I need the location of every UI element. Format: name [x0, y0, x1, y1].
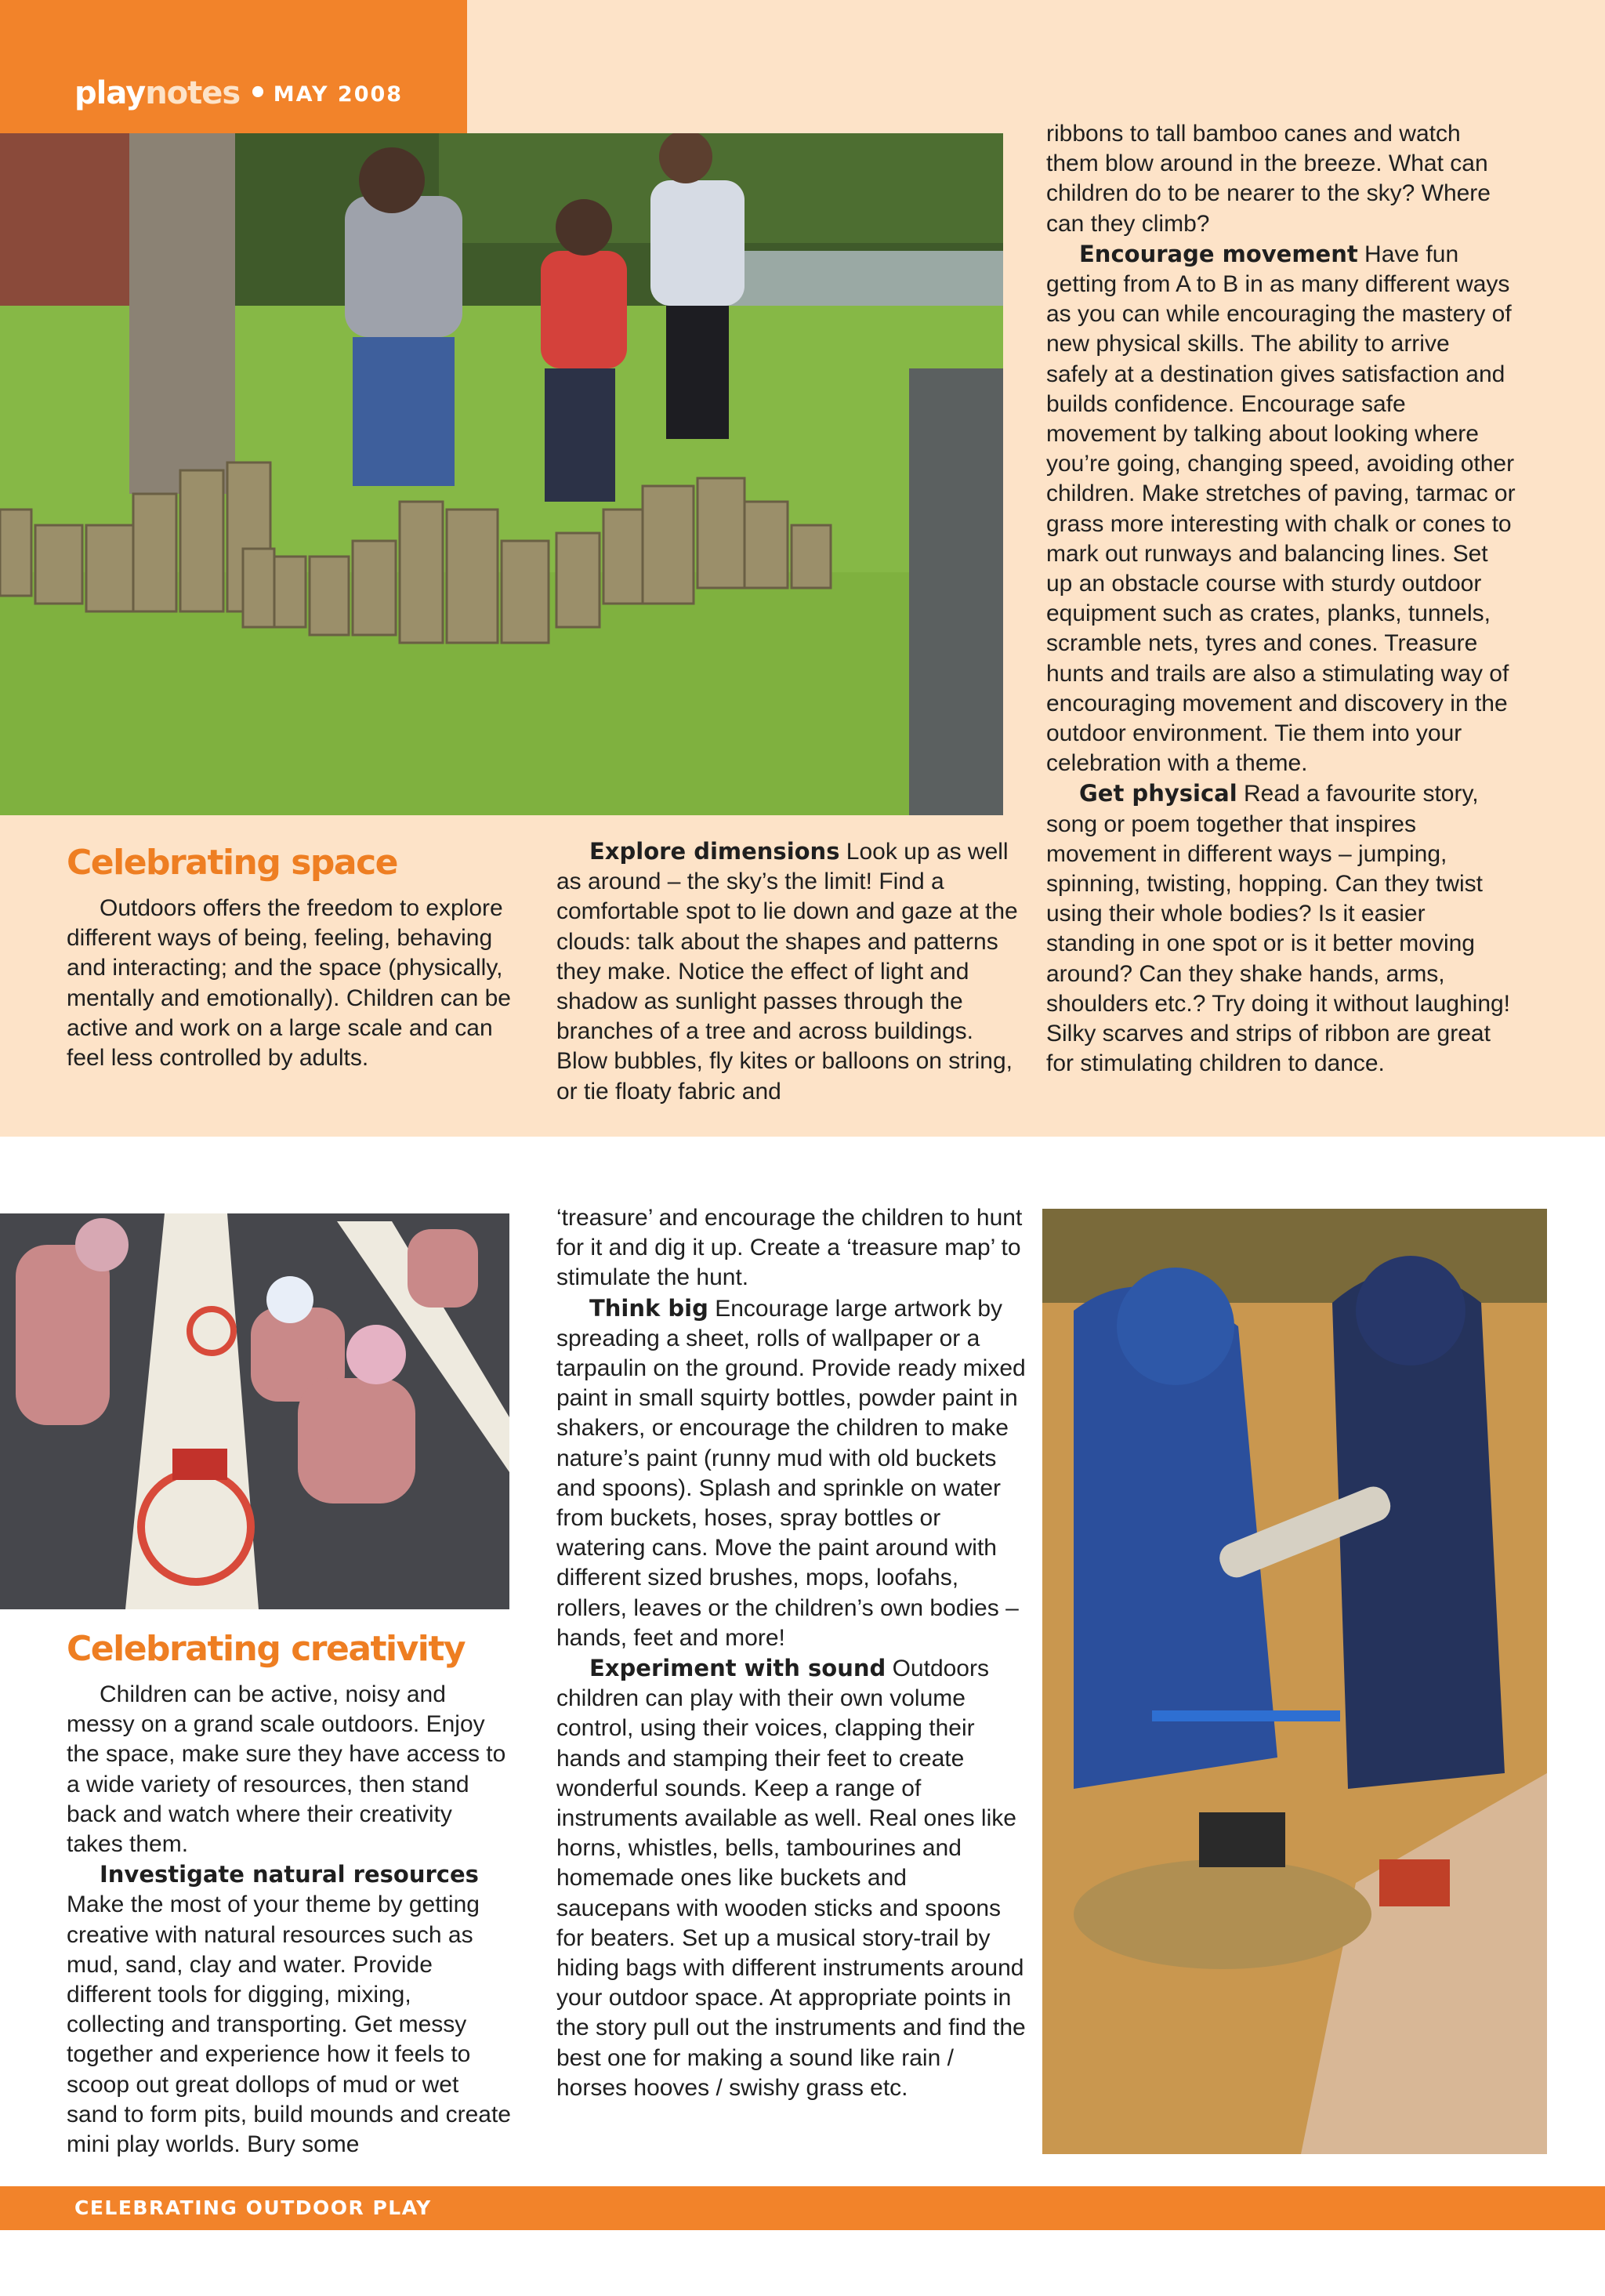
encourage-movement-heading: Encourage movement — [1079, 240, 1358, 267]
investigate-natural-resources-heading-line — [67, 1859, 513, 1890]
investigate-natural-resources-text-part-1: Make the most of your theme by getting creative with natural resources such as mud, sand, clay and water. Provide different tools for digging, mixing, collecting and transporting. Get messy together and experience how it feels to scoop out great dollops of mud or wet sand to form pits, build mounds and create mini play worlds. Bury some — [67, 1892, 511, 2158]
think-big-column — [556, 1203, 1027, 2103]
explore-dimensions-heading: Explore dimensions — [589, 838, 840, 865]
explore-dimensions-column — [556, 836, 1019, 1107]
brand-bullet: • — [248, 75, 267, 111]
photo-chalk-illustration — [0, 1213, 509, 1609]
section-title-celebrating-creativity: Celebrating creativity — [67, 1629, 466, 1669]
encourage-movement-paragraph — [1046, 239, 1516, 779]
get-physical-paragraph — [1046, 778, 1516, 1079]
brand-notes: notes — [145, 75, 241, 111]
get-physical-heading: Get physical — [1079, 780, 1237, 807]
explore-dimensions-text-part-1: Look up as well as around – the sky’s the limit! Find a comfortable spot to lie down and gaze at the clouds: talk about the shapes and patterns they make. Notice the effect of light and shadow as sunlight passes through the branches of a tree and across buildings. Blow bubbles, fly kites or balloons on string, or tie floaty fabric and — [556, 839, 1018, 1104]
creativity-intro-paragraph: Children can be active, noisy and messy on a grand scale outdoors. Enjoy the space, make sure they have access to a wide variety of resources, then stand back and watch where their creativity takes them. — [67, 1681, 506, 1858]
movement-column — [1046, 119, 1516, 1079]
magazine-brand — [74, 75, 403, 111]
experiment-with-sound-paragraph — [556, 1653, 1027, 2103]
header-tab — [0, 0, 467, 133]
section-title-celebrating-space: Celebrating space — [67, 843, 397, 883]
children-balancing-on-log-stumps-photo — [0, 133, 1003, 815]
brand-play: play — [74, 75, 146, 111]
think-big-heading: Think big — [589, 1294, 708, 1322]
photo-top-illustration — [0, 133, 1003, 815]
footer-section-label: CELEBRATING OUTDOOR PLAY — [74, 2196, 432, 2219]
creativity-intro-column — [67, 1680, 513, 2160]
investigate-natural-resources-text-part-2: ‘treasure’ and encourage the children to hunt for it and dig it up. Create a ‘treasure map’ to stimulate the hunt. — [556, 1205, 1023, 1291]
space-intro-column — [67, 894, 513, 1073]
space-intro-paragraph: Outdoors offers the freedom to explore different ways of being, feeling, behaving and interacting; and the space (physically, mentally and emotionally). Children can be active and work on a large scale and can feel less controlled by adults. — [67, 895, 511, 1072]
get-physical-text: Read a favourite story, song or poem together that inspires movement in different ways – jumping, spinning, twisting, hopping. Can they twist using their whole bodies? Is it easier standing in one spot or is it better moving around? Can they shake hands, arms, shoulders etc.? Try doing it without laughing! Silky scarves and strips of ribbon are great for stimulating children to dance. — [1046, 781, 1511, 1077]
issue-date: MAY 2008 — [273, 82, 404, 107]
photo-gravel-illustration — [1042, 1209, 1547, 2154]
explore-dimensions-paragraph — [556, 836, 1019, 1107]
experiment-with-sound-text: Outdoors children can play with their own volume control, using their voices, clapping their hands and stamping their feet to create wonderful sounds. Keep a range of instruments available as well. Real ones like horns, whistles, bells, tambourines and homemade ones like buckets and saucepans with wooden sticks and spoons for beaters. Set up a musical story-trail by hiding bags with different instruments around your outdoor space. At appropriate points in the story pull out the instruments and find the best one for making a sound like rain / horses hooves / swishy grass etc. — [556, 1656, 1026, 2101]
children-painting-on-playground-photo — [0, 1213, 509, 1609]
children-in-raincoats-digging-gravel-photo — [1042, 1209, 1547, 2154]
investigate-natural-resources-heading: Investigate natural resources — [100, 1861, 479, 1888]
experiment-with-sound-heading: Experiment with sound — [589, 1655, 886, 1682]
think-big-paragraph — [556, 1293, 1027, 1653]
think-big-text: Encourage large artwork by spreading a sheet, rolls of wallpaper or a tarpaulin on the ground. Provide ready mixed paint in small squirty bottles, powder paint in shakers, or encourage the children to make nature’s paint (runny mud with old buckets and spoons). Splash and sprinkle on water from buckets, hoses, spray bottles or watering cans. Move the paint around with different sized brushes, mops, loofahs, rollers, leaves or the children’s own bodies – hands, feet and more! — [556, 1295, 1026, 1651]
explore-dimensions-text-part-2: ribbons to tall bamboo canes and watch them blow around in the breeze. What can children do to be nearer to the sky? Where can they climb? — [1046, 121, 1491, 237]
encourage-movement-text: Have fun getting from A to B in as many different ways as you can while encouraging the mastery of new physical skills. The ability to arrive safely at a destination gives satisfaction and builds confidence. Encourage safe movement by talking about looking where you’re going, changing speed, avoiding other children. Make stretches of paving, tarmac or grass more interesting with chalk or cones to mark out runways and balancing lines. Set up an obstacle course with sturdy outdoor equipment such as crates, planks, tunnels, scramble nets, tyres and cones. Treasure hunts and trails are also a stimulating way of encouraging movement and discovery in the outdoor environment. Tie them into your celebration with a theme. — [1046, 241, 1516, 777]
